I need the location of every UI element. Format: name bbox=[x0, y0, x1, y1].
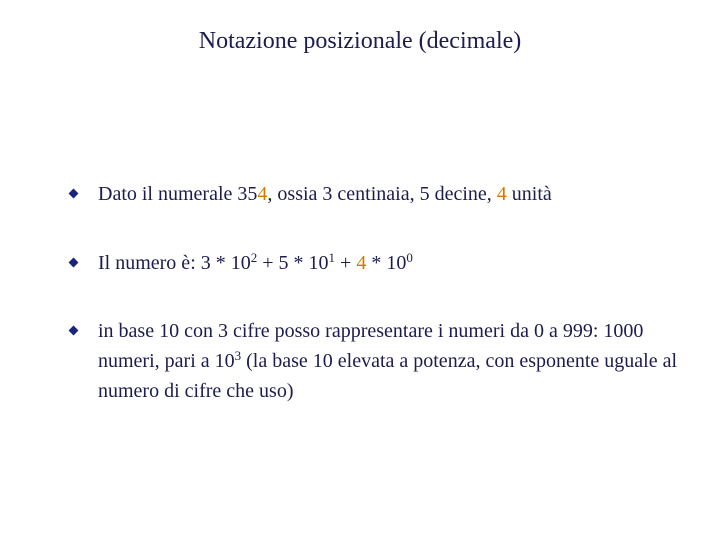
bullet-text-2 bbox=[98, 248, 688, 278]
text-segment: Il numero è: 3 * 10 bbox=[98, 252, 251, 274]
text-segment: + 5 * 10 bbox=[257, 252, 329, 274]
text-segment: (la base 10 elevata a potenza, con esponente uguale al numero di cifre che uso) bbox=[98, 350, 678, 402]
slide-title: Notazione posizionale (decimale) bbox=[198, 28, 522, 54]
text-segment: in base 10 con 3 cifre posso rappresentare i numeri da 0 a 999: 1000 numeri, pari a 10 bbox=[98, 320, 644, 372]
highlight-digit: 4 bbox=[356, 252, 367, 274]
exponent: 3 bbox=[234, 348, 242, 363]
text-segment: , ossia 3 centinaia, 5 decine, bbox=[267, 183, 497, 205]
exponent: 2 bbox=[250, 250, 258, 265]
diamond-bullet-icon bbox=[69, 326, 79, 336]
bullet-text-1 bbox=[98, 179, 688, 209]
text-segment: * 10 bbox=[366, 252, 407, 274]
highlight-digit: 4 bbox=[496, 183, 507, 205]
exponent: 0 bbox=[406, 250, 413, 265]
bullet-text-3 bbox=[98, 316, 688, 406]
exponent: 1 bbox=[328, 250, 336, 265]
highlight-digit: 4 bbox=[257, 183, 268, 205]
diamond-bullet-icon bbox=[69, 258, 79, 268]
text-segment: unità bbox=[506, 183, 552, 205]
text-segment: + bbox=[335, 252, 357, 274]
text-segment: Dato il numerale 35 bbox=[98, 183, 258, 205]
diamond-bullet-icon bbox=[69, 189, 79, 199]
